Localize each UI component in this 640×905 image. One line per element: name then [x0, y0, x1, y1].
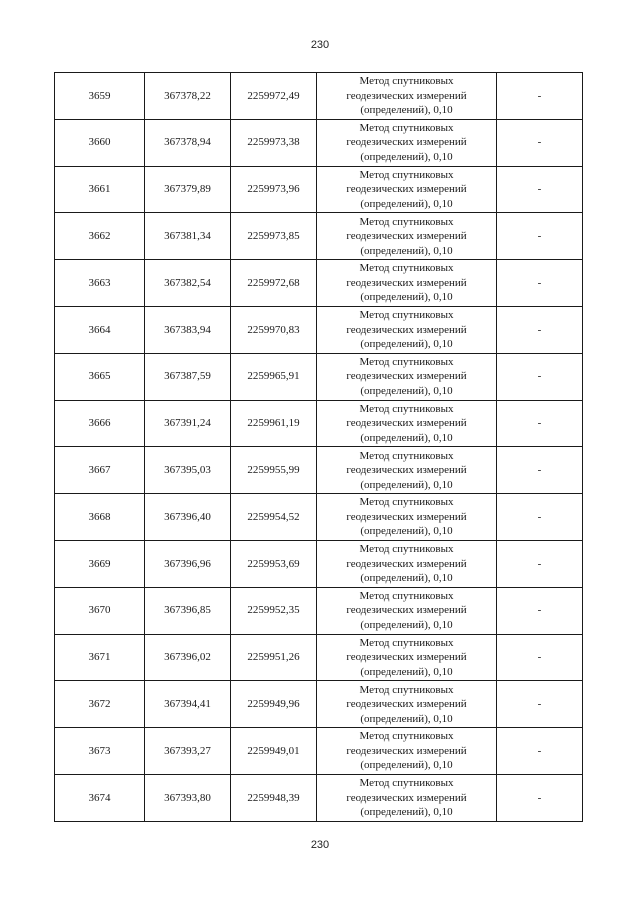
note-cell: -: [497, 400, 583, 447]
method-line: геодезических измерений: [346, 604, 467, 617]
method-line: (определений), 0,10: [360, 431, 453, 444]
method-cell: [317, 587, 497, 634]
table-row: [55, 634, 583, 681]
note-cell: -: [497, 540, 583, 587]
method-line: Метод спутниковых: [359, 589, 454, 602]
table-row: [55, 213, 583, 260]
method-cell: [317, 728, 497, 775]
y-coordinate-cell: 2259965,91: [231, 353, 317, 400]
x-coordinate-cell: 367395,03: [145, 447, 231, 494]
method-line: геодезических измерений: [346, 323, 467, 336]
table-row: [55, 73, 583, 120]
note-cell: -: [497, 119, 583, 166]
point-number-cell: 3664: [55, 306, 145, 353]
x-coordinate-cell: 367383,94: [145, 306, 231, 353]
y-coordinate-cell: 2259972,68: [231, 260, 317, 307]
method-cell: [317, 681, 497, 728]
method-line: геодезических измерений: [346, 557, 467, 570]
x-coordinate-cell: 367396,02: [145, 634, 231, 681]
table-row: [55, 728, 583, 775]
y-coordinate-cell: 2259949,01: [231, 728, 317, 775]
note-cell: -: [497, 681, 583, 728]
method-line: (определений), 0,10: [360, 104, 453, 117]
table-row: [55, 260, 583, 307]
point-number-cell: 3672: [55, 681, 145, 728]
method-line: геодезических измерений: [346, 698, 467, 710]
method-line: Метод спутниковых: [359, 730, 454, 743]
method-line: геодезических измерений: [346, 183, 467, 196]
y-coordinate-cell: 2259954,52: [231, 494, 317, 541]
method-line: геодезических измерений: [346, 136, 467, 149]
method-line: (определений), 0,10: [360, 665, 453, 678]
x-coordinate-cell: 367379,89: [145, 166, 231, 213]
method-line: Метод спутниковых: [359, 168, 454, 181]
x-coordinate-cell: 367378,22: [145, 73, 231, 120]
y-coordinate-cell: 2259970,83: [231, 306, 317, 353]
point-number-cell: 3668: [55, 494, 145, 541]
method-line: геодезических измерений: [346, 510, 467, 523]
page-number-top: 230: [310, 39, 330, 51]
table-row: [55, 306, 583, 353]
x-coordinate-cell: 367378,94: [145, 119, 231, 166]
note-cell: -: [497, 213, 583, 260]
page-number-bottom: 230: [310, 839, 330, 851]
table-row: [55, 774, 583, 821]
table-row: [55, 400, 583, 447]
method-line: (определений), 0,10: [360, 759, 453, 772]
point-number-cell: 3659: [55, 73, 145, 120]
point-number-cell: 3662: [55, 213, 145, 260]
y-coordinate-cell: 2259949,96: [231, 681, 317, 728]
method-line: геодезических измерений: [346, 276, 467, 289]
method-line: Метод спутниковых: [359, 402, 454, 415]
y-coordinate-cell: 2259955,99: [231, 447, 317, 494]
y-coordinate-cell: 2259961,19: [231, 400, 317, 447]
point-number-cell: 3665: [55, 353, 145, 400]
method-line: Метод спутниковых: [359, 309, 454, 322]
method-line: геодезических измерений: [346, 464, 467, 477]
note-cell: -: [497, 73, 583, 120]
note-cell: -: [497, 447, 583, 494]
point-number-cell: 3673: [55, 728, 145, 775]
note-cell: -: [497, 353, 583, 400]
method-line: (определений), 0,10: [360, 572, 453, 585]
method-cell: [317, 400, 497, 447]
y-coordinate-cell: 2259948,39: [231, 774, 317, 821]
point-number-cell: 3666: [55, 400, 145, 447]
table-row: [55, 353, 583, 400]
y-coordinate-cell: 2259972,49: [231, 73, 317, 120]
y-coordinate-cell: 2259952,35: [231, 587, 317, 634]
method-line: (определений), 0,10: [360, 618, 453, 631]
method-line: (определений), 0,10: [360, 806, 453, 819]
method-line: Метод спутниковых: [359, 121, 454, 134]
coordinates-table-body: [55, 73, 583, 822]
method-line: Метод спутниковых: [359, 262, 454, 275]
x-coordinate-cell: 367382,54: [145, 260, 231, 307]
method-line: (определений), 0,10: [360, 244, 453, 257]
table-row: [55, 587, 583, 634]
method-line: Метод спутниковых: [359, 355, 454, 368]
x-coordinate-cell: 367393,27: [145, 728, 231, 775]
point-number-cell: 3660: [55, 119, 145, 166]
note-cell: -: [497, 494, 583, 541]
table-row: [55, 447, 583, 494]
method-cell: [317, 494, 497, 541]
x-coordinate-cell: 367396,85: [145, 587, 231, 634]
method-line: (определений), 0,10: [360, 525, 453, 538]
x-coordinate-cell: 367396,40: [145, 494, 231, 541]
method-cell: [317, 353, 497, 400]
method-line: Метод спутниковых: [359, 543, 454, 556]
method-line: геодезических измерений: [346, 89, 467, 102]
method-line: (определений), 0,10: [360, 150, 453, 163]
y-coordinate-cell: 2259951,26: [231, 634, 317, 681]
method-line: Метод спутниковых: [359, 636, 454, 649]
method-line: геодезических измерений: [346, 370, 467, 383]
point-number-cell: 3661: [55, 166, 145, 213]
method-line: Метод спутниковых: [359, 75, 454, 88]
point-number-cell: 3663: [55, 260, 145, 307]
y-coordinate-cell: 2259973,96: [231, 166, 317, 213]
table-row: [55, 494, 583, 541]
method-line: (определений), 0,10: [360, 478, 453, 491]
point-number-cell: 3670: [55, 587, 145, 634]
y-coordinate-cell: 2259953,69: [231, 540, 317, 587]
method-line: геодезических измерений: [346, 744, 467, 757]
note-cell: -: [497, 634, 583, 681]
method-cell: [317, 634, 497, 681]
method-cell: [317, 447, 497, 494]
method-line: Метод спутниковых: [359, 496, 454, 509]
table-row: [55, 119, 583, 166]
note-cell: -: [497, 587, 583, 634]
method-cell: [317, 166, 497, 213]
note-cell: -: [497, 728, 583, 775]
point-number-cell: 3671: [55, 634, 145, 681]
x-coordinate-cell: 367396,96: [145, 540, 231, 587]
table-row: [55, 166, 583, 213]
point-number-cell: 3674: [55, 774, 145, 821]
method-cell: [317, 73, 497, 120]
coordinates-table: [54, 72, 583, 822]
note-cell: -: [497, 260, 583, 307]
method-line: (определений), 0,10: [360, 291, 453, 304]
x-coordinate-cell: 367393,80: [145, 774, 231, 821]
x-coordinate-cell: 367381,34: [145, 213, 231, 260]
method-cell: [317, 540, 497, 587]
note-cell: -: [497, 306, 583, 353]
method-cell: [317, 213, 497, 260]
y-coordinate-cell: 2259973,38: [231, 119, 317, 166]
method-cell: [317, 119, 497, 166]
point-number-cell: 3669: [55, 540, 145, 587]
method-line: геодезических измерений: [346, 651, 467, 664]
method-line: Метод спутниковых: [359, 215, 454, 228]
x-coordinate-cell: 367391,24: [145, 400, 231, 447]
note-cell: -: [497, 774, 583, 821]
method-line: (определений), 0,10: [360, 712, 453, 725]
x-coordinate-cell: 367387,59: [145, 353, 231, 400]
method-cell: [317, 260, 497, 307]
method-line: (определений), 0,10: [360, 338, 453, 351]
method-line: (определений), 0,10: [360, 197, 453, 210]
method-cell: [317, 774, 497, 821]
y-coordinate-cell: 2259973,85: [231, 213, 317, 260]
method-line: Метод спутниковых: [359, 449, 454, 462]
note-cell: -: [497, 166, 583, 213]
table-row: [55, 540, 583, 587]
method-cell: [317, 306, 497, 353]
method-line: Метод спутниковых: [359, 683, 454, 696]
method-line: геодезических измерений: [346, 230, 467, 243]
method-line: Метод спутниковых: [359, 777, 454, 790]
table-row: [55, 681, 583, 728]
method-line: геодезических измерений: [346, 791, 467, 804]
method-line: геодезических измерений: [346, 417, 467, 430]
point-number-cell: 3667: [55, 447, 145, 494]
x-coordinate-cell: 367394,41: [145, 681, 231, 728]
method-line: (определений), 0,10: [360, 384, 453, 397]
